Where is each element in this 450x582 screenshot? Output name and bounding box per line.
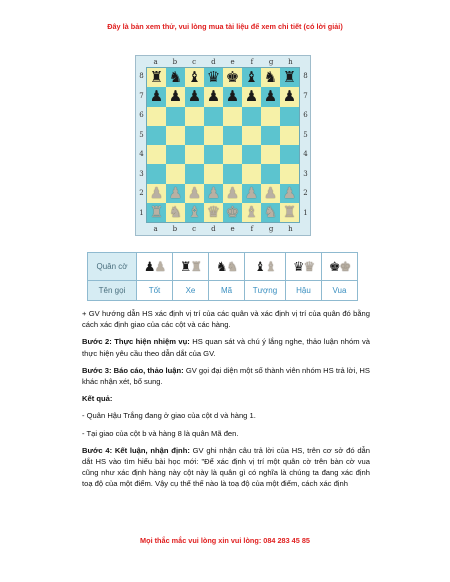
piece-name-row	[88, 281, 358, 301]
board-square	[242, 203, 261, 222]
contact-footer: Mọi thắc mắc vui lòng xin vui lòng: 084 283 45 85	[140, 536, 310, 545]
lesson-text	[82, 308, 370, 496]
file-label-top: h	[288, 58, 293, 66]
board-square	[147, 164, 166, 183]
paragraph-guide: + GV hướng dẫn HS xác định vị trí của các quân và xác định vị trí của quân đó bằng cách xác định giao của các cột và các hàng.	[82, 309, 370, 330]
preview-banner: Đây là bản xem thử, vui lòng mua tài liệu để xem chi tiết (có lời giải)	[107, 22, 343, 31]
board-square	[147, 87, 166, 106]
board-square	[223, 184, 242, 203]
rank-label-left: 7	[139, 91, 144, 100]
board-square	[185, 203, 204, 222]
black-piece-icon: ♞	[263, 69, 278, 87]
board-square	[280, 145, 299, 164]
white-piece-icon: ♝	[264, 259, 276, 274]
board-square	[261, 145, 280, 164]
board-square	[280, 126, 299, 145]
piece-name: Tượng	[245, 281, 286, 301]
rank-label-right: 8	[303, 72, 308, 81]
piece-pair-cell	[173, 253, 209, 281]
rank-label-right: 2	[303, 189, 308, 198]
piece-name: Mã	[209, 281, 245, 301]
paragraph-step-2	[82, 336, 370, 358]
black-piece-icon: ♟	[206, 88, 221, 106]
piece-pair-cell	[245, 253, 286, 281]
white-piece-icon: ♚	[339, 259, 351, 274]
board-square	[223, 87, 242, 106]
rank-label-right: 3	[303, 169, 308, 178]
board-square	[166, 184, 185, 203]
file-label-bottom: d	[211, 225, 216, 233]
board-square	[261, 203, 280, 222]
rank-label-left: 3	[139, 169, 144, 178]
black-piece-icon: ♛	[206, 69, 221, 87]
step-2-label: Bước 2: Thực hiện nhiệm vụ:	[82, 337, 190, 347]
board-square	[261, 107, 280, 126]
white-piece-icon: ♝	[187, 203, 202, 221]
black-piece-icon: ♝	[187, 69, 202, 87]
rank-label-right: 1	[303, 208, 308, 217]
black-piece-icon: ♟	[244, 88, 259, 106]
piece-pair-cell	[285, 253, 321, 281]
board-square	[185, 145, 204, 164]
white-piece-icon: ♟	[225, 184, 240, 202]
board-square	[204, 68, 223, 87]
black-piece-icon: ♟	[225, 88, 240, 106]
white-piece-icon: ♞	[263, 203, 278, 221]
white-piece-icon: ♜	[282, 203, 297, 221]
file-label-bottom: c	[192, 225, 197, 233]
piece-pair-cell	[321, 253, 357, 281]
black-piece-icon: ♚	[328, 259, 340, 274]
board-square	[185, 164, 204, 183]
board-square	[147, 184, 166, 203]
board-square	[242, 126, 261, 145]
white-piece-icon: ♟	[244, 184, 259, 202]
white-piece-icon: ♛	[206, 203, 221, 221]
board-square	[166, 203, 185, 222]
file-label-top: c	[192, 58, 197, 66]
white-piece-icon: ♟	[263, 184, 278, 202]
file-label-bottom: e	[230, 225, 235, 233]
step-4-label: Bước 4: Kết luận, nhận định:	[82, 445, 190, 455]
black-piece-icon: ♟	[149, 88, 164, 106]
board-square	[185, 184, 204, 203]
black-piece-icon: ♜	[179, 259, 191, 274]
piece-name: Xe	[173, 281, 209, 301]
piece-table	[87, 252, 358, 301]
board-square	[147, 68, 166, 87]
black-piece-icon: ♞	[215, 259, 227, 274]
paragraph-step-4	[82, 445, 370, 490]
board-square	[223, 164, 242, 183]
black-piece-icon: ♞	[168, 69, 183, 87]
board-square	[204, 145, 223, 164]
board-square	[280, 68, 299, 87]
board-square	[204, 126, 223, 145]
rank-label-left: 4	[139, 150, 144, 159]
black-piece-icon: ♜	[282, 69, 297, 87]
board-square	[223, 145, 242, 164]
piece-pair-cell	[209, 253, 245, 281]
board-square	[147, 203, 166, 222]
board-square	[166, 126, 185, 145]
file-label-bottom: h	[288, 225, 293, 233]
white-piece-icon: ♟	[282, 184, 297, 202]
board-square	[166, 145, 185, 164]
rank-label-right: 6	[303, 111, 308, 120]
board-square	[242, 107, 261, 126]
board-square	[166, 164, 185, 183]
step-2-text: HS quan sát và chú ý lắng nghe, thảo luận nhóm và thực hiện yêu cầu theo dẫn dắt của GV.	[82, 337, 370, 358]
file-label-top: d	[211, 58, 216, 66]
board-square	[166, 87, 185, 106]
rank-label-right: 5	[303, 130, 308, 139]
black-piece-icon: ♟	[282, 88, 297, 106]
board-square	[204, 87, 223, 106]
paragraph-step-3	[82, 365, 370, 387]
piece-name: Hậu	[285, 281, 321, 301]
board-square	[280, 184, 299, 203]
black-piece-icon: ♟	[168, 88, 183, 106]
board-square	[223, 203, 242, 222]
result-line-1: - Quân Hậu Trắng đang ở giao của cột d và hàng 1.	[82, 411, 256, 421]
piece-name: Vua	[321, 281, 357, 301]
board-square	[280, 107, 299, 126]
file-label-top: b	[172, 58, 178, 66]
rank-label-left: 2	[139, 189, 144, 198]
board-square	[242, 68, 261, 87]
board-square	[204, 164, 223, 183]
black-piece-icon: ♝	[244, 69, 259, 87]
board-square	[242, 164, 261, 183]
board-square	[166, 68, 185, 87]
board-square	[204, 184, 223, 203]
black-piece-icon: ♚	[225, 69, 240, 87]
result-line-2: - Tại giao của cột b và hàng 8 là quân Mã đen.	[82, 428, 239, 438]
file-label-top: f	[250, 58, 254, 66]
piece-icon-row	[88, 253, 358, 281]
white-piece-icon: ♜	[190, 259, 202, 274]
board-square	[223, 126, 242, 145]
board-square	[261, 87, 280, 106]
board-square	[261, 164, 280, 183]
board-square	[242, 87, 261, 106]
black-piece-icon: ♟	[187, 88, 202, 106]
white-piece-icon: ♚	[225, 203, 240, 221]
white-piece-icon: ♟	[154, 259, 166, 274]
piece-name: Tốt	[137, 281, 173, 301]
white-piece-icon: ♟	[206, 184, 221, 202]
result-heading: Kết quả:	[82, 394, 113, 404]
black-piece-icon: ♛	[292, 259, 304, 274]
board-square	[280, 164, 299, 183]
white-piece-icon: ♛	[303, 259, 315, 274]
step-4-text: GV ghi nhận câu trả lời của HS, trên cơ sở đó dẫn dắt HS vào tìm hiểu bài học mới: "Để xác định vị trí một quân cờ trên bàn cờ vua cũng như xác định hàng này cột này là quân gì có nghĩa là chúng ta đang xác định toạ độ của một điểm. Vậy cụ thể thế nào là toạ độ của một điểm, cách xác định	[82, 445, 370, 489]
board-square	[242, 184, 261, 203]
board-square	[147, 126, 166, 145]
board-square	[147, 107, 166, 126]
step-3-text: GV gọi đại diện một số thành viên nhóm HS trả lời, HS khác nhận xét, bổ sung.	[82, 365, 370, 387]
piece-header-label: Quân cờ	[88, 253, 137, 281]
board-square	[223, 68, 242, 87]
board-square	[280, 87, 299, 106]
white-piece-icon: ♞	[226, 259, 238, 274]
file-label-bottom: f	[250, 225, 254, 233]
board-square	[185, 107, 204, 126]
board-square	[166, 107, 185, 126]
rank-label-right: 4	[303, 150, 308, 159]
rank-label-right: 7	[303, 91, 308, 100]
white-piece-icon: ♞	[168, 203, 183, 221]
board-square	[261, 126, 280, 145]
board-square	[261, 184, 280, 203]
white-piece-icon: ♟	[149, 184, 164, 202]
board-square	[204, 107, 223, 126]
board-square	[261, 68, 280, 87]
white-piece-icon: ♜	[149, 203, 164, 221]
piece-name-label: Tên gọi	[88, 281, 137, 301]
rank-label-left: 1	[139, 208, 144, 217]
white-piece-icon: ♟	[168, 184, 183, 202]
rank-label-left: 8	[139, 72, 144, 81]
rank-label-left: 5	[139, 130, 144, 139]
board-square	[280, 203, 299, 222]
board-square	[185, 126, 204, 145]
chessboard	[146, 67, 300, 223]
file-label-bottom: b	[172, 225, 178, 233]
piece-pair-cell	[137, 253, 173, 281]
file-label-bottom: a	[153, 225, 158, 233]
board-square	[147, 145, 166, 164]
rank-label-left: 6	[139, 111, 144, 120]
black-piece-icon: ♟	[263, 88, 278, 106]
file-label-top: a	[153, 58, 158, 66]
file-label-bottom: g	[268, 225, 274, 233]
board-square	[204, 203, 223, 222]
black-piece-icon: ♝	[254, 259, 265, 274]
file-label-top: e	[230, 58, 235, 66]
file-label-top: g	[268, 58, 274, 66]
black-piece-icon: ♟	[143, 259, 155, 274]
board-square	[223, 107, 242, 126]
white-piece-icon: ♝	[244, 203, 259, 221]
board-square	[185, 68, 204, 87]
board-square	[185, 87, 204, 106]
black-piece-icon: ♜	[149, 69, 164, 87]
white-piece-icon: ♟	[187, 184, 202, 202]
step-3-label: Bước 3: Báo cáo, thảo luận:	[82, 365, 184, 375]
board-square	[242, 145, 261, 164]
